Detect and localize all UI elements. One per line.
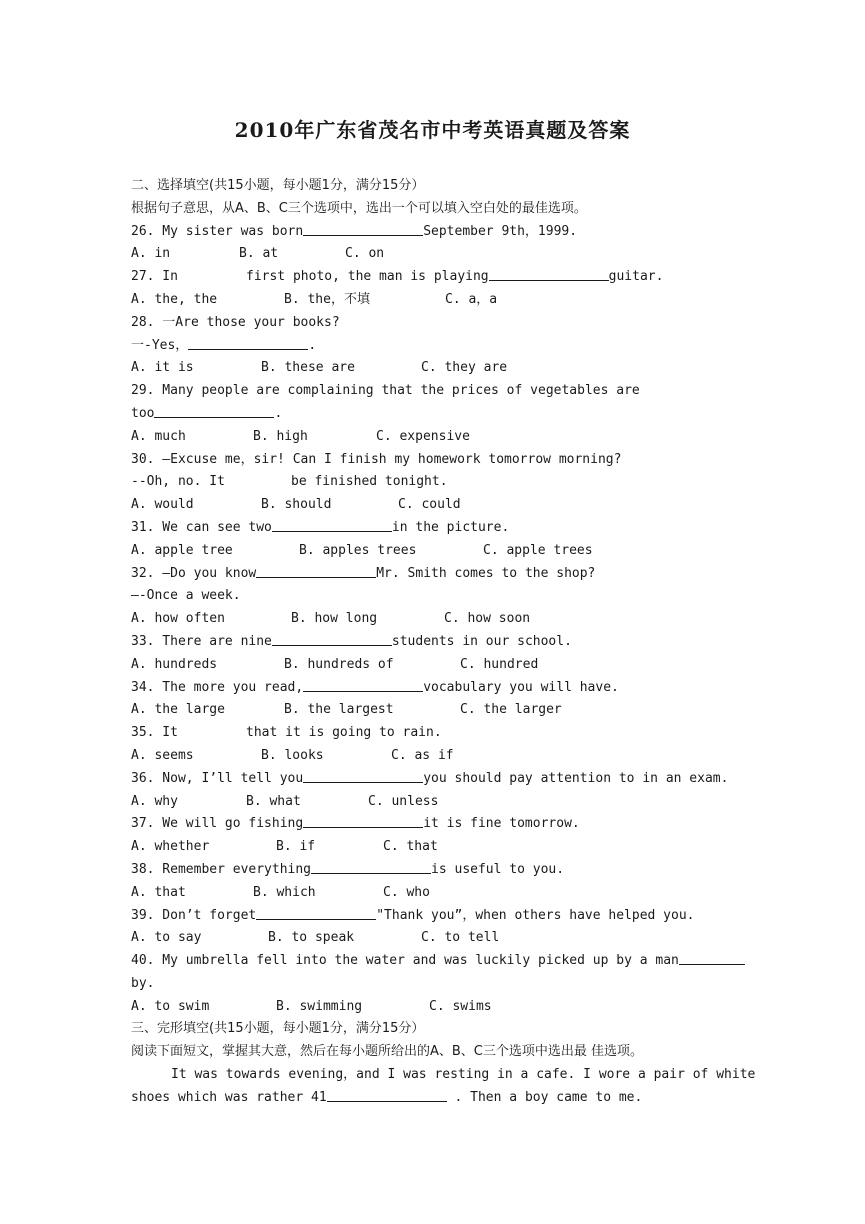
answer-blank-41 [327,1087,447,1102]
question-40: 40. My umbrella fell into the water and was luckily picked up by a man [131,950,751,973]
question-33: 33. There are nine students in our school. [131,631,751,654]
answer-blank [303,768,423,783]
options-37: A. whether B. if C. that [131,839,438,855]
options-35: A. seems B. looks C. as if [131,747,454,763]
question-26: 26. My sister was born September 9th，1999. [131,221,751,244]
options-29: A. much B. high C. expensive [131,428,470,444]
question-32-reply: —-Once a week. [131,588,241,604]
answer-blank [272,517,392,532]
options-36: A. why B. what C. unless [131,793,439,809]
answer-blank [489,266,609,281]
answer-blank [154,403,274,418]
answer-blank [256,905,376,920]
question-34: 34. The more you read, vocabulary you will have. [131,677,751,700]
question-30: 30. —Excuse me，sir! Can I finish my homework tomorrow morning? [131,451,622,467]
options-30: A. would B. should C. could [131,497,461,513]
section-3-instruction: 阅读下面短文，掌握其大意，然后在每小题所给出的A、B、C三个选项中选出最 佳选项。 [131,1044,644,1060]
question-28-reply: 一-Yes， . [131,335,751,358]
section-3-header: 三、完形填空(共15小题，每小题1分，满分15分） [131,1021,425,1037]
answer-blank [272,631,392,646]
exam-body [131,175,756,1110]
options-39: A. to say B. to speak C. to tell [131,930,500,946]
question-29: 29. Many people are complaining that the prices of vegetables are [131,383,640,399]
section-2-instruction: 根据句子意思，从A、B、C三个选项中，选出一个可以填入空白处的最佳选项。 [131,200,587,216]
question-27: 27. In first photo, the man is playing guitar. [131,266,751,289]
question-36: 36. Now, I’ll tell you you should pay attention to in an exam. [131,768,751,791]
question-39: 39. Don’t forget "Thank you”，when others have helped you. [131,905,751,928]
options-34: A. the large B. the largest C. the larger [131,702,562,718]
answer-blank [303,813,423,828]
question-30-reply: --Oh, no. It be finished tonight. [131,474,448,490]
question-40-cont: by. [131,975,155,991]
answer-blank [311,859,431,874]
options-33: A. hundreds B. hundreds of C. hundred [131,656,539,672]
question-38: 38. Remember everything is useful to you. [131,859,751,882]
question-32: 32. —Do you know Mr. Smith comes to the shop? [131,563,751,586]
options-38: A. that B. which C. who [131,884,430,900]
options-32: A. how often B. how long C. how soon [131,611,531,627]
options-26: A. in B. at C. on [131,246,385,262]
page-title: 2010年广东省茂名市中考英语真题及答案 [234,118,631,142]
question-35: 35. It that it is going to rain. [131,725,442,741]
answer-blank [256,563,376,578]
question-37: 37. We will go fishing it is fine tomorrow. [131,813,751,836]
section-2-header: 二、选择填空(共15小题，每小题1分，满分15分） [131,178,425,193]
answer-blank [303,221,423,236]
options-27: A. the, the B. the，不填 C. a，a [131,291,498,307]
options-28: A. it is B. these are C. they are [131,360,508,376]
options-31: A. apple tree B. apples trees C. apple trees [131,542,593,558]
passage-line-2: shoes which was rather 41 . Then a boy came to me. [131,1087,751,1110]
answer-blank [679,950,745,965]
question-31: 31. We can see two in the picture. [131,517,751,540]
question-29-cont: too . [131,403,751,426]
passage-line-1: It was towards evening，and I was resting in a cafe. I wore a pair of white [171,1067,756,1083]
answer-blank [303,677,423,692]
options-40: A. to swim B. swimming C. swims [131,998,492,1014]
answer-blank [188,335,308,350]
question-28: 28. 一Are those your books? [131,314,340,330]
